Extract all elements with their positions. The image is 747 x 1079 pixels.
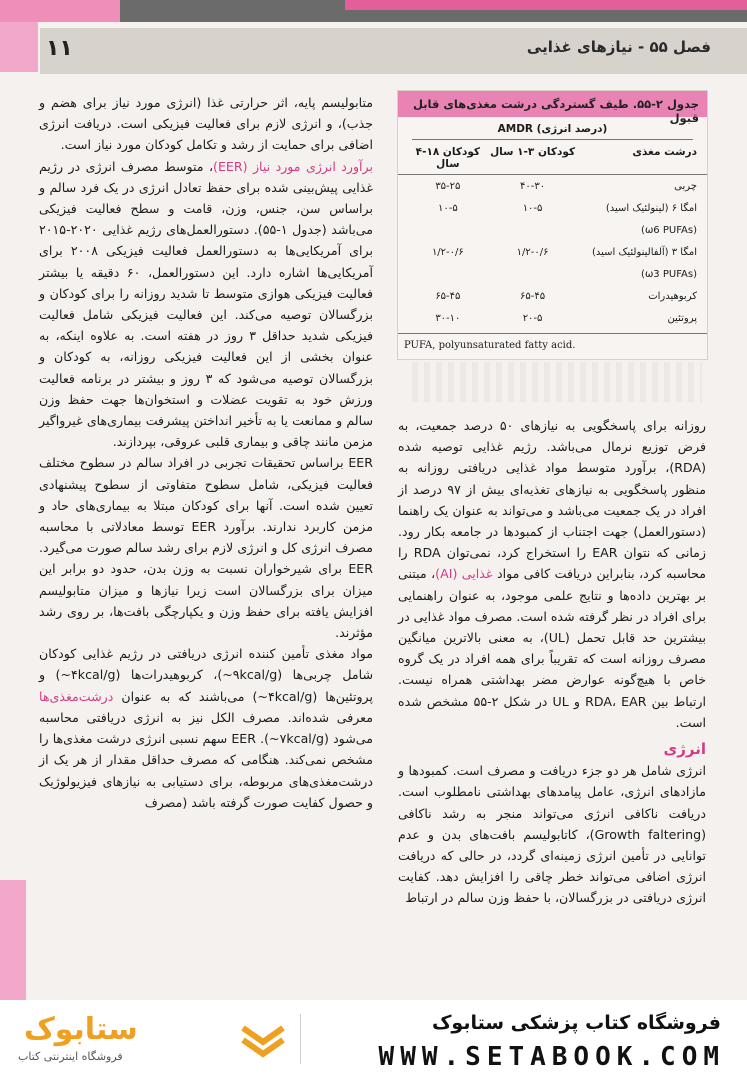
table-cell: ۳۵-۲۵	[435, 180, 461, 192]
left-text-column	[39, 92, 373, 813]
paragraph	[39, 156, 373, 453]
top-pink-stripe	[345, 0, 747, 10]
section-title: انرژی	[663, 740, 706, 759]
table-footnote: PUFA, polyunsaturated fatty acid.	[398, 333, 707, 359]
table-row	[398, 219, 707, 241]
paragraph-text: ، مبتنی بر بهترین داده‌ها و نتایج علمی موجود، به عنوان راهنمایی برای افراد در نظر گرفته شده است. مصرف مواد غذایی در بیشترین حد قابل تحمل (UL)، به معنی بالاترین میانگین مصرف روزانه است که تقریباً برای همه افراد در یک گروه خاص با هیچ‌گونه عوارض مضر بهداشتی همراه نیست. ارتباط بین RDA، EAR و UL در شکل ۲-۵۵ مشخص شده است.	[397, 566, 706, 730]
table-cell: ۴۰-۳۰	[520, 180, 546, 192]
logo-subtitle: فروشگاه اینترنتی کتاب	[18, 1050, 123, 1063]
top-pink-band	[0, 0, 120, 22]
store-website[interactable]: WWW.SETABOOK.COM	[378, 1042, 725, 1072]
store-banner	[0, 1000, 747, 1079]
paragraph-text: معرفی شده‌اند. مصرف الکل نیز به انرژی دریافتی محاسبه می‌شود (۷kcal/g~). EER سهم نسبی انرژی درشت مغذی‌ها را مشخص نمی‌کند. هنگامی که مصرف حداقل مقدار از هر یک از درشت‌مغذی‌های مربوطه، برای دستیابی به نیازهای فیزیولوژیک و حصول کفایت صورت گرفته باشد (مصرف	[39, 709, 373, 810]
paragraph-text: روزانه برای پاسخگویی به نیازهای ۵۰ درصد جمعیت، به فرض توزیع نرمال می‌باشد. رژیم غذایی توصیه شده (RDA)، برآورد متوسط مواد غذایی دریافتی روزانه به منظور پاسخگویی به نیازهای تغذیه‌ای بیش از ۹۷ درصد از افراد در یک جمعیت می‌باشد و می‌تواند به عنوان یک راهنما (دستورالعمل) جهت اجتناب از کمبودها در جامعه بکار رود. زمانی که نتوان EAR را استخراج کرد، نمی‌توان RDA را محاسبه کرد، بنابراین دریافت کافی مواد	[398, 418, 706, 582]
table-row	[398, 241, 707, 263]
table-cell: ۶۵-۴۵	[520, 290, 546, 302]
table-col-header: کودکان ۱۸-۴ سال	[415, 146, 481, 170]
paragraph: متابولیسم پایه، اثر حرارتی غذا (انرژی مورد نیاز برای هضم و جذب)، و انرژی لازم برای فعالیت فیزیکی است. دریافت انرژی اضافی برای حمایت از رشد و تکامل کودکان مورد نیاز است.	[39, 95, 373, 153]
book-logo-icon	[238, 1014, 288, 1064]
table-row	[398, 307, 707, 329]
side-pink-block	[0, 880, 26, 1000]
right-text-column	[398, 415, 706, 909]
table-row	[398, 197, 707, 219]
side-strip	[0, 22, 38, 72]
page-number: ۱۱	[46, 36, 73, 61]
paragraph: EER براساس تحقیقات تجربی در افراد سالم در سطوح مختلف فعالیت فیزیکی، شامل سطوح متفاوتی از سطوح پیشنهادی تعیین شده است. آنها برای کودکان مبتلا به بیماری‌های حاد و مزمن کاربرد ندارند. برآورد EER توسط معادلاتی با محاسبه مصرف انرژی کل و انرژی لازم برای رشد سالم صورت می‌گیرد. EER برای شیرخواران نسبت به وزن بدن، حدود دو برابر این میزان برای بزرگسالان است زیرا نیازها و میزان متابولیسم افزایش یافته برای حفظ وزن و یکپارچگی بافت‌ها، بر روی رشد مؤثرند.	[39, 455, 373, 641]
table-subtitle: AMDR (درصد انرژی)	[412, 123, 693, 140]
table-cell: امگا ۳ (آلفالینولئیک اسید)	[591, 246, 697, 258]
table-cell: پروتئین	[667, 312, 697, 324]
logo-text: ستابوک	[24, 1012, 138, 1047]
table-header-row	[398, 140, 707, 175]
table-cell: چربی	[674, 180, 697, 192]
table-cell: امگا ۶ (لینولئیک اسید)	[605, 202, 697, 214]
paragraph-text: مواد مغذی تأمین کننده انرژی دریافتی در رژیم غذایی کودکان شامل چربی‌ها (۹kcal/g~)، کربوهیدرات‌ها (۴kcal/g~) و پروتئین‌ها (۴kcal/g~) می‌باشند که به عنوان	[39, 646, 374, 704]
table-cell: ۱۰-۵	[522, 202, 543, 214]
store-name: فروشگاه کتاب پزشکی ستابوک	[431, 1012, 721, 1034]
table-cell: ۲۰-۵	[522, 312, 543, 324]
highlight-term: غذایی (AI)	[435, 566, 493, 582]
table-cell: ۱۰-۵	[437, 202, 458, 214]
amdr-table	[397, 90, 708, 360]
table-row	[398, 175, 707, 197]
paragraph: انرژی شامل هر دو جزء دریافت و مصرف است. کمبودها و مازادهای انرژی، عامل پیامدهای بهداشتی نامطلوب است. دریافت ناکافی انرژی می‌تواند منجر به رشد ناکافی (Growth faltering)، کاتابولیسم بافت‌های بدن و عدم توانایی در تأمین انرژی زمینه‌ای گردد، در حالی که دریافت انرژی اضافی می‌تواند خطر چاقی را افزایش دهد. کفایت انرژی دریافتی در بزرگسالان، با حفظ وزن سالم در ارتباط	[398, 763, 706, 906]
table-col-header: درشت مغذی	[632, 146, 697, 158]
banner-divider	[300, 1014, 301, 1064]
table-cell: (ω3 PUFAs)	[641, 268, 697, 280]
faded-stripe	[412, 362, 702, 402]
highlight-term: برآورد انرژی مورد نیاز (EER)	[213, 158, 373, 174]
table-row	[398, 263, 707, 285]
table-cell: ۱/۲-۰/۶	[431, 246, 464, 258]
paragraph	[39, 643, 373, 813]
highlight-term: درشت‌مغذی‌ها	[39, 688, 114, 704]
table-cell: کربوهیدرات	[648, 290, 697, 302]
table-col-header: کودکان ۳-۱ سال	[490, 146, 576, 158]
paragraph-text: ، متوسط مصرف انرژی در رژیم غذایی پیش‌بینی شده برای حفظ تعادل انرژی در یک فرد سالم و براساس سن، جنس، وزن، قامت و سطح فعالیت فیزیکی می‌باشد (جدول ۱-۵۵). دستورالعمل‌های رژیم غذایی ۲۰۲۰-۲۰۱۵ برای آمریکایی‌ها به دستورالعمل فعالیت فیزیکی ۲۰۰۸ برای آمریکایی‌ها اشاره دارد. این دستورالعمل، ۶۰ دقیقه یا بیشتر فعالیت فیزیکی هوازی متوسط تا شدید روزانه را برای کودکان و بزرگسالان توصیه می‌کند. این فعالیت فیزیکی شامل فعالیت فیزیکی شدید حداقل ۳ روز در هفته است. به علاوه اینکه، به عنوان بخشی از این فعالیت فیزیکی روزانه، به کودکان و بزرگسالان توصیه می‌شود که ۳ روز و بیشتر در برنامه فعالیت ورزش خود به تقویت عضلات و استخوان‌ها جهت حفظ وزن سالم و ممانعت یا به تأخیر انداختن پیشرفت بیماری‌های غیرواگیر مزمن مانند چاقی و بیماری قلبی عروقی، بپردازند.	[39, 158, 374, 450]
table-cell: (ω6 PUFAs)	[641, 224, 697, 236]
table-row	[398, 285, 707, 307]
table-cell: ۳۰-۱۰	[435, 312, 461, 324]
paragraph	[398, 415, 706, 733]
table-title: جدول ۲-۵۵. طیف گستردگی درشت مغذی‌های قابل قبول	[398, 91, 707, 117]
table-cell: ۱/۲-۰/۶	[516, 246, 549, 258]
chapter-title: فصل ۵۵ - نیازهای غذایی	[526, 38, 711, 56]
table-cell: ۶۵-۴۵	[435, 290, 461, 302]
